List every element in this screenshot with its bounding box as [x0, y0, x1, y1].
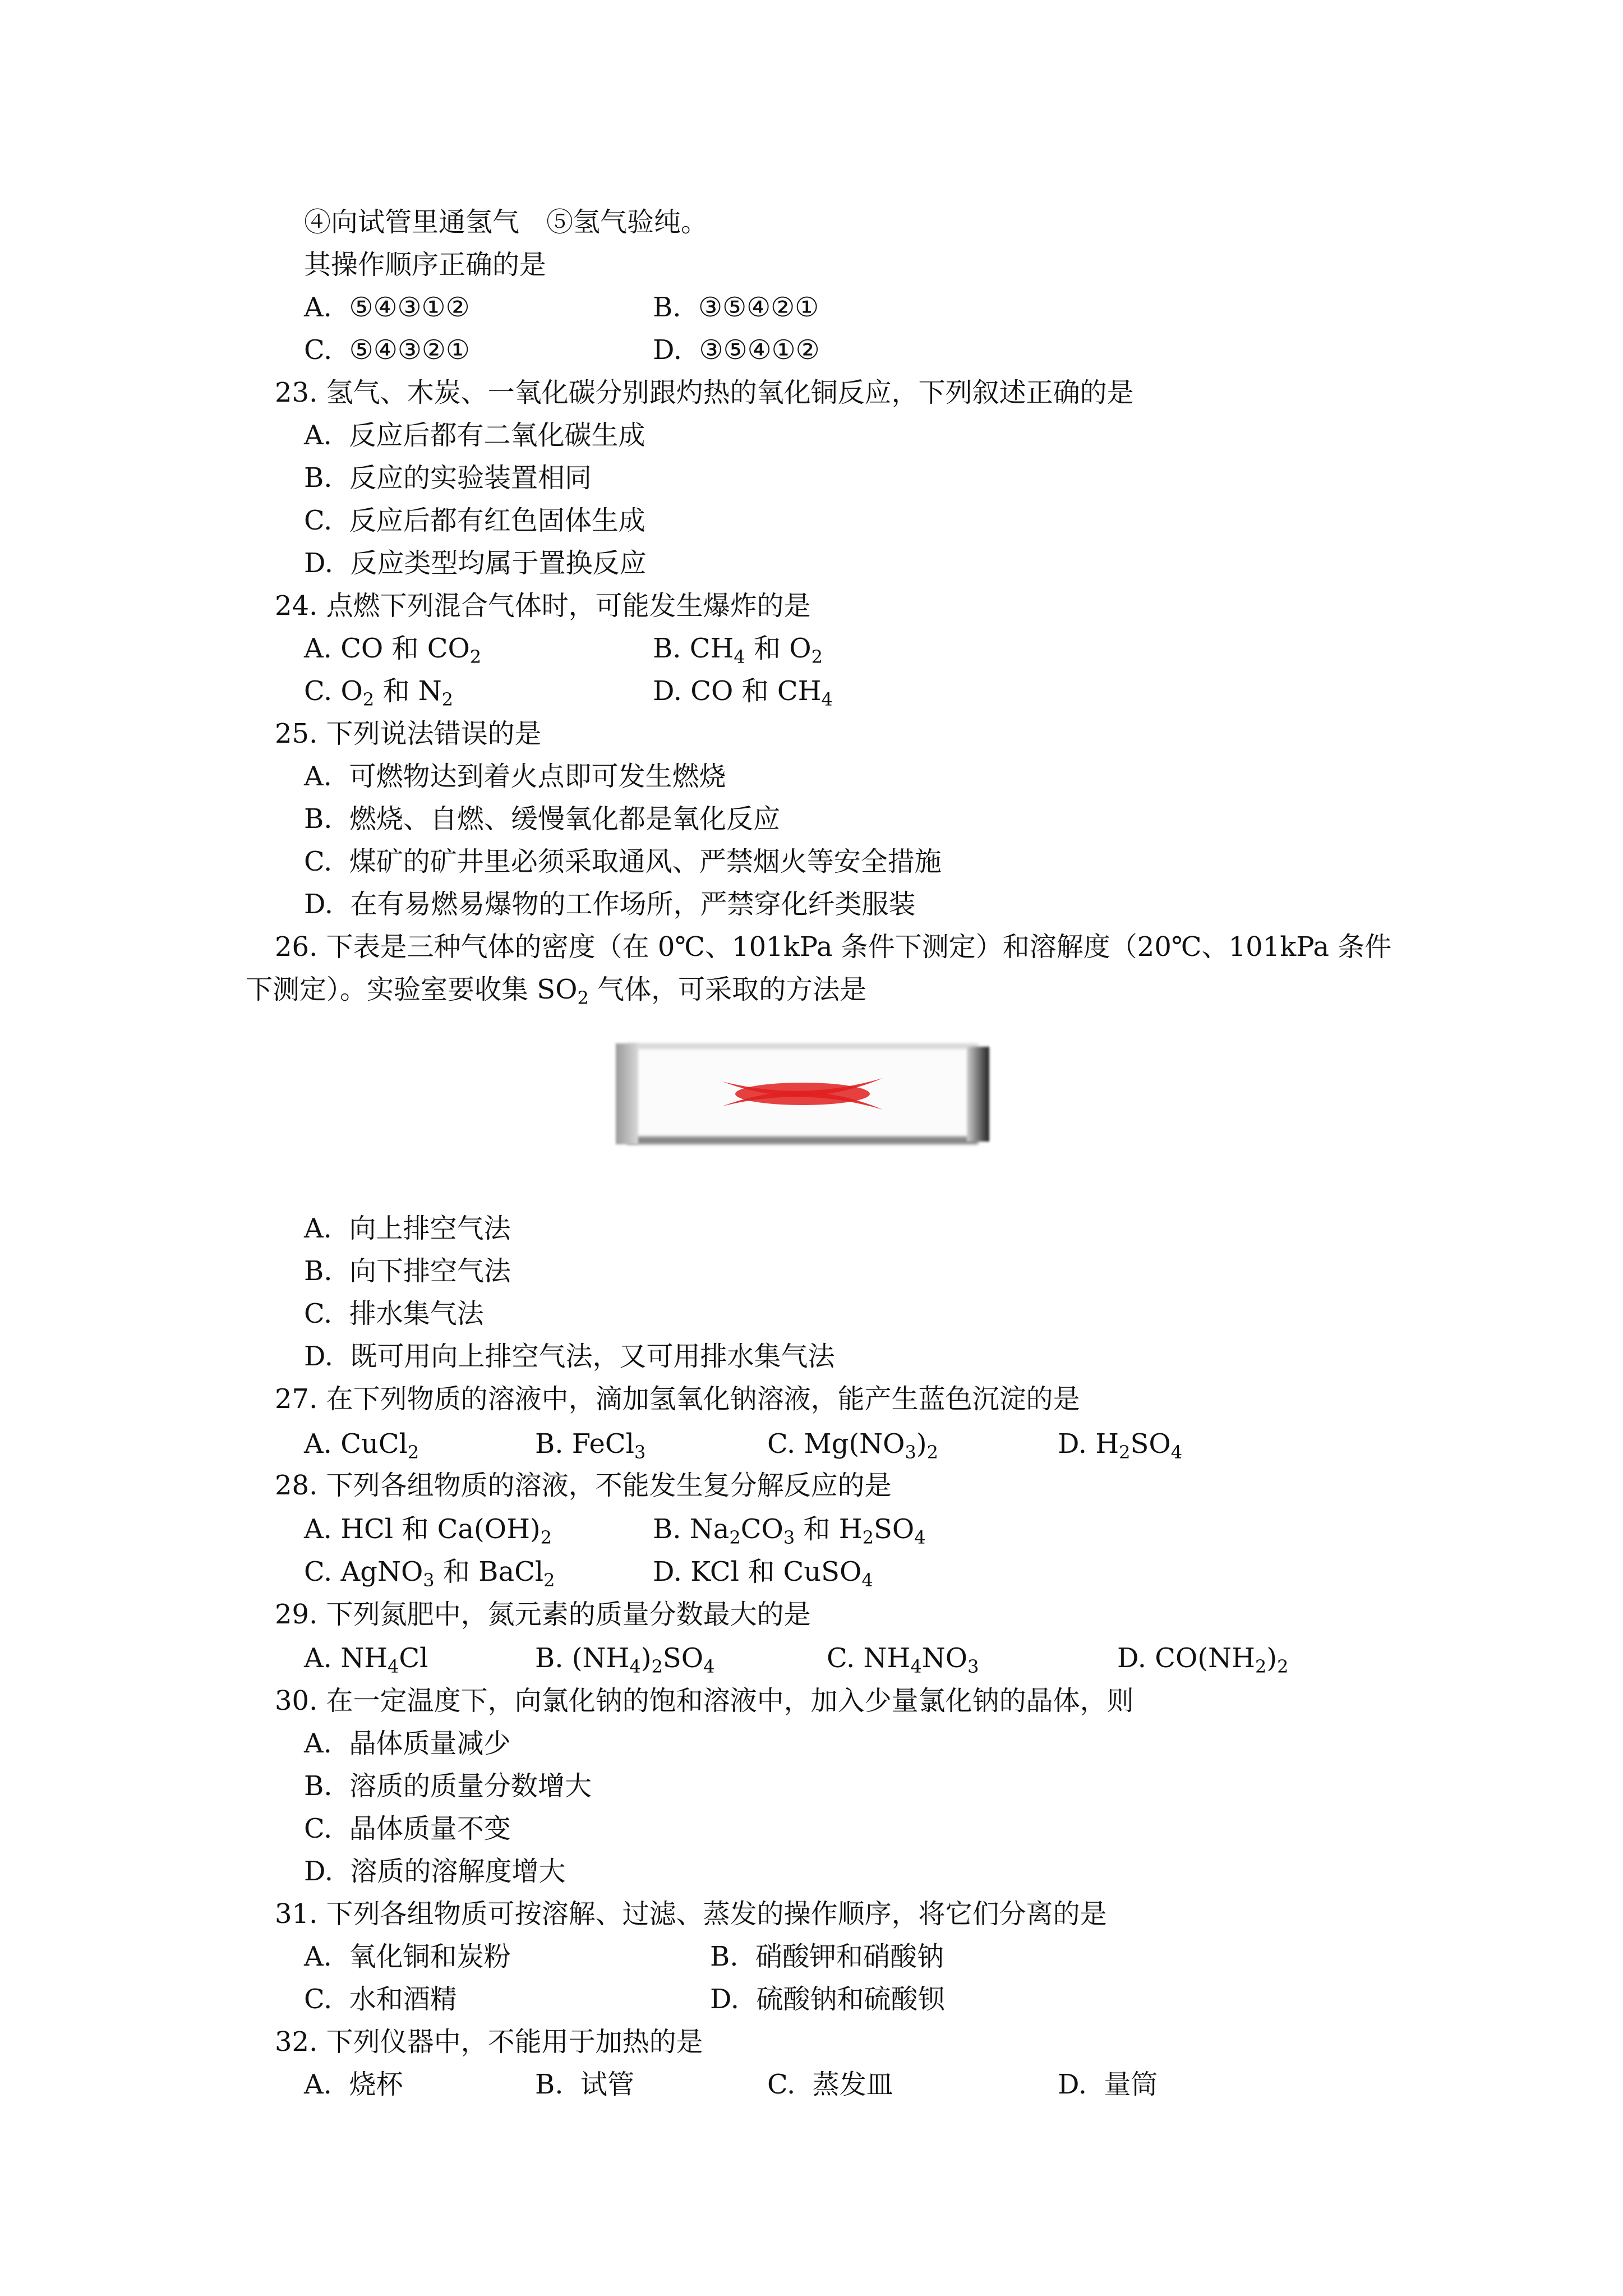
formula-subscript: 2 — [1277, 1656, 1289, 1677]
option-letter: D. — [304, 1341, 334, 1372]
option-text: 烧杯 — [349, 2069, 403, 2100]
q23-option-b — [304, 457, 592, 499]
q26-option-a — [304, 1207, 510, 1250]
formula-subscript: 4 — [629, 1656, 641, 1677]
option-text: 晶体质量不变 — [349, 1813, 511, 1844]
option-text: 反应类型均属于置换反应 — [350, 547, 647, 579]
formula-text: 和 N — [374, 675, 442, 707]
q29-option-b — [535, 1637, 714, 1680]
formula-text: Mg(NO — [804, 1428, 905, 1460]
q32-option-c — [767, 2063, 893, 2106]
q28-option-c — [304, 1550, 555, 1593]
formula-subscript: 4 — [861, 1570, 873, 1591]
formula-subscript: 4 — [734, 646, 745, 668]
option-letter: D. — [653, 1556, 683, 1588]
q28-stem: 28. 下列各组物质的溶液，不能发生复分解反应的是 — [275, 1470, 892, 1501]
q26-option-d — [304, 1335, 835, 1378]
formula-text: HCl 和 Ca(OH) — [340, 1513, 541, 1545]
option-text: ⑤④③②① — [349, 334, 470, 366]
option-text: 煤矿的矿井里必须采取通风、严禁烟火等安全措施 — [349, 846, 942, 877]
q27-option-d — [1058, 1423, 1182, 1465]
option-text: ③⑤④②① — [698, 292, 819, 323]
option-letter: D. — [710, 1984, 740, 2015]
option-text: ③⑤④①② — [699, 334, 820, 366]
formula-text: KCl 和 CuSO — [690, 1556, 862, 1588]
formula-text: 和 H — [795, 1513, 863, 1545]
option-letter: D. — [1058, 1428, 1087, 1460]
option-letter: B. — [653, 292, 681, 323]
q22-steps-continued: ④向试管里通氢气 ⑤氢气验纯。 — [304, 206, 708, 238]
option-letter: A. — [304, 1728, 332, 1759]
formula-subscript: 4 — [821, 689, 833, 710]
q27-option-c — [767, 1423, 938, 1465]
option-letter: D. — [1117, 1642, 1147, 1674]
option-text: 反应后都有二氧化碳生成 — [349, 420, 645, 451]
option-letter: C. — [304, 1984, 333, 2015]
q25-option-c — [304, 840, 942, 883]
option-text: 反应的实验装置相同 — [349, 462, 592, 494]
q24-option-d — [653, 670, 833, 712]
q23-option-d — [304, 542, 647, 585]
formula-text: O — [340, 675, 363, 707]
formula-subscript: 2 — [926, 1442, 938, 1463]
option-letter: B. — [653, 633, 681, 664]
formula-text: ) — [916, 1428, 927, 1460]
formula-subscript: 3 — [634, 1442, 646, 1463]
formula-text: H — [1095, 1428, 1119, 1460]
q22-option-a — [304, 286, 470, 329]
formula-subscript: 2 — [729, 1527, 741, 1548]
q25-option-d — [304, 883, 916, 926]
stem-text: 下测定）。实验室要收集 SO — [246, 974, 578, 1005]
q31-stem: 31. 下列各组物质可按溶解、过滤、蒸发的操作顺序，将它们分离的是 — [275, 1898, 1107, 1930]
broken-image-icon — [616, 1043, 989, 1144]
formula-subscript: 2 — [407, 1442, 419, 1463]
option-text: 水和酒精 — [349, 1984, 457, 2015]
formula-subscript: 2 — [540, 1527, 552, 1548]
formula-subscript: 3 — [783, 1527, 795, 1548]
q28-option-d — [653, 1550, 873, 1593]
q29-stem: 29. 下列氮肥中，氮元素的质量分数最大的是 — [275, 1599, 811, 1630]
q24-option-b — [653, 627, 823, 670]
formula-text: CH — [689, 633, 734, 664]
q23-stem: 23. 氢气、木炭、一氧化碳分别跟灼热的氧化铜反应，下列叙述正确的是 — [275, 377, 1134, 408]
q27-stem: 27. 在下列物质的溶液中，滴加氢氧化钠溶液，能产生蓝色沉淀的是 — [275, 1383, 1080, 1415]
q23-option-c — [304, 499, 645, 542]
formula-subscript: 2 — [441, 689, 454, 710]
option-text: 量筒 — [1104, 2069, 1158, 2100]
formula-text: SO — [1130, 1428, 1171, 1460]
option-text: 在有易燃易爆物的工作场所，严禁穿化纤类服装 — [350, 889, 916, 920]
formula-subscript: 2 — [651, 1656, 663, 1677]
option-letter: C. — [767, 2069, 796, 2100]
q31-option-d — [710, 1978, 945, 2021]
formula-text: FeCl — [571, 1428, 634, 1460]
formula-text: SO — [873, 1513, 915, 1545]
formula-subscript: 2 — [577, 987, 589, 1009]
formula-subscript: 4 — [388, 1656, 399, 1677]
formula-text: AgNO — [340, 1556, 423, 1588]
option-letter: A. — [304, 292, 332, 323]
option-letter: B. — [535, 1642, 564, 1674]
option-text: 可燃物达到着火点即可发生燃烧 — [349, 761, 726, 792]
q29-option-a — [304, 1637, 428, 1680]
option-text: 溶质的溶解度增大 — [350, 1856, 566, 1887]
option-letter: D. — [653, 675, 683, 707]
q30-option-c — [304, 1807, 511, 1850]
formula-subscript: 3 — [905, 1442, 916, 1463]
formula-text: Na — [689, 1513, 730, 1545]
q29-option-c — [827, 1637, 979, 1680]
option-text: 燃烧、自燃、缓慢氧化都是氧化反应 — [349, 803, 781, 835]
option-letter: B. — [304, 1770, 333, 1802]
formula-subscript: 2 — [862, 1527, 874, 1548]
q22-option-d — [653, 329, 820, 371]
option-text: 蒸发皿 — [812, 2069, 893, 2100]
option-letter: A. — [304, 761, 332, 792]
q30-stem: 30. 在一定温度下，向氯化钠的饱和溶液中，加入少量氯化钠的晶体，则 — [275, 1685, 1134, 1717]
formula-text: SO — [662, 1642, 704, 1674]
option-letter: C. — [304, 1556, 333, 1588]
option-letter: C. — [304, 334, 333, 366]
q32-option-d — [1058, 2063, 1158, 2106]
formula-text: CO — [740, 1513, 783, 1545]
option-text: 向下排空气法 — [349, 1255, 511, 1287]
option-text: 硫酸钠和硫酸钡 — [756, 1984, 945, 2015]
q30-option-d — [304, 1850, 566, 1893]
option-letter: B. — [710, 1941, 739, 1972]
option-letter: D. — [304, 547, 334, 579]
q24-option-c — [304, 670, 453, 712]
q27-option-a — [304, 1423, 419, 1465]
q31-option-a — [304, 1935, 510, 1978]
q32-option-a — [304, 2063, 403, 2106]
q31-option-b — [710, 1935, 944, 1978]
formula-subscript: 4 — [1170, 1442, 1183, 1463]
formula-text: 和 BaCl — [434, 1556, 544, 1588]
option-letter: C. — [304, 505, 333, 536]
formula-subscript: 2 — [811, 646, 823, 668]
option-letter: D. — [1058, 2069, 1087, 2100]
formula-text: ) — [1266, 1642, 1278, 1674]
q25-stem: 25. 下列说法错误的是 — [275, 718, 542, 749]
formula-text: CO(NH — [1155, 1642, 1255, 1674]
q28-option-b — [653, 1508, 926, 1550]
option-text: 硝酸钾和硝酸钠 — [755, 1941, 944, 1972]
formula-subscript: 4 — [703, 1656, 715, 1677]
option-letter: A. — [304, 1642, 332, 1674]
option-text: 试管 — [580, 2069, 635, 2100]
option-letter: B. — [535, 1428, 564, 1460]
option-text: 氧化铜和炭粉 — [349, 1941, 511, 1972]
option-letter: B. — [304, 462, 333, 494]
option-letter: B. — [653, 1513, 681, 1545]
formula-subscript: 4 — [910, 1656, 922, 1677]
option-letter: A. — [304, 633, 332, 664]
formula-text: ) — [640, 1642, 652, 1674]
q32-option-b — [535, 2063, 634, 2106]
option-letter: B. — [304, 1255, 333, 1287]
q22-option-b — [653, 286, 819, 329]
option-letter: C. — [304, 675, 333, 707]
q29-option-d — [1117, 1637, 1288, 1680]
formula-text: 和 O — [745, 633, 811, 664]
stem-text: 气体，可采取的方法是 — [588, 974, 867, 1005]
q27-option-b — [535, 1423, 645, 1465]
q31-option-c — [304, 1978, 457, 2021]
option-letter: C. — [304, 846, 333, 877]
formula-subscript: 3 — [423, 1570, 435, 1591]
option-letter: C. — [304, 1298, 333, 1329]
option-letter: D. — [304, 1856, 334, 1887]
option-letter: A. — [304, 1213, 332, 1244]
q28-option-a — [304, 1508, 552, 1550]
q24-stem: 24. 点燃下列混合气体时，可能发生爆炸的是 — [275, 590, 811, 622]
q22-prompt: 其操作顺序正确的是 — [304, 249, 547, 280]
option-letter: B. — [304, 803, 333, 835]
option-text: 溶质的质量分数增大 — [349, 1770, 592, 1802]
q30-option-a — [304, 1722, 510, 1765]
option-letter: A. — [304, 1428, 332, 1460]
formula-text: (NH — [571, 1642, 630, 1674]
option-letter: A. — [304, 1513, 332, 1545]
option-letter: A. — [304, 420, 332, 451]
option-letter: C. — [827, 1642, 855, 1674]
option-letter: C. — [767, 1428, 796, 1460]
option-text: 向上排空气法 — [349, 1213, 511, 1244]
formula-text: NO — [921, 1642, 968, 1674]
q23-option-a — [304, 414, 645, 457]
option-letter: A. — [304, 1941, 332, 1972]
q26-stem-line1: 26. 下表是三种气体的密度（在 0℃、101kPa 条件下测定）和溶解度（20℃、101kPa 条件 — [275, 931, 1392, 963]
q25-option-a — [304, 755, 726, 798]
formula-text: CuCl — [340, 1428, 408, 1460]
q32-stem: 32. 下列仪器中，不能用于加热的是 — [275, 2026, 703, 2058]
option-letter: D. — [653, 334, 683, 366]
formula-text: Cl — [399, 1642, 428, 1674]
formula-text: CO 和 CO — [340, 633, 470, 664]
formula-subscript: 2 — [543, 1570, 555, 1591]
q26-option-c — [304, 1292, 484, 1335]
formula-subscript: 4 — [914, 1527, 926, 1548]
q26-stem-line2 — [246, 968, 866, 1011]
formula-text: NH — [340, 1642, 388, 1674]
formula-subscript: 2 — [362, 689, 375, 710]
red-x-mark — [616, 1043, 989, 1144]
option-text: 晶体质量减少 — [349, 1728, 511, 1759]
formula-subscript: 2 — [469, 646, 482, 668]
option-text: ⑤④③①② — [349, 292, 470, 323]
option-letter: B. — [535, 2069, 564, 2100]
option-text: 既可用向上排空气法，又可用排水集气法 — [350, 1341, 835, 1372]
formula-subscript: 2 — [1255, 1656, 1267, 1677]
formula-subscript: 3 — [967, 1656, 979, 1677]
option-letter: A. — [304, 2069, 332, 2100]
q25-option-b — [304, 798, 780, 840]
q26-option-b — [304, 1250, 511, 1292]
formula-text: CO 和 CH — [690, 675, 822, 707]
option-text: 排水集气法 — [349, 1298, 484, 1329]
formula-text: NH — [863, 1642, 911, 1674]
q30-option-b — [304, 1765, 592, 1807]
option-letter: D. — [304, 889, 334, 920]
formula-subscript: 2 — [1119, 1442, 1131, 1463]
q22-option-c — [304, 329, 470, 371]
option-text: 反应后都有红色固体生成 — [349, 505, 645, 536]
q24-option-a — [304, 627, 481, 670]
option-letter: C. — [304, 1813, 333, 1844]
